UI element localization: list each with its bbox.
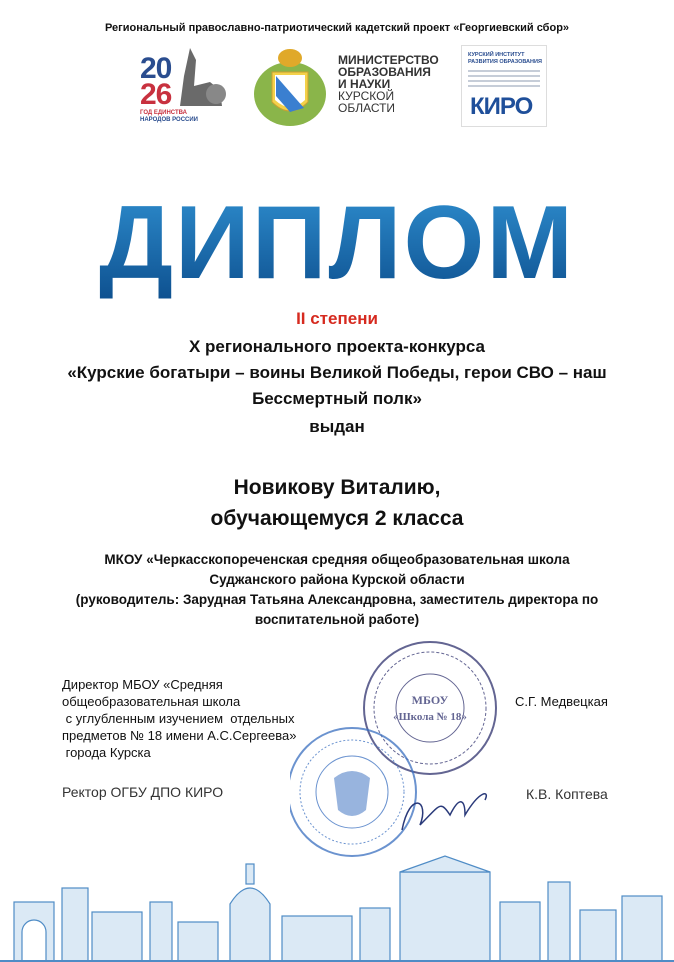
contest-line: X регионального проекта-конкурса (188, 337, 486, 356)
rector-title: Ректор ОГБУ ДПО КИРО (62, 784, 224, 800)
director-title: Директор МБОУ «Средняя общеобразовательная школа с углубленным изучением отдельных предметов № 18 имени А.С.Сергеева» города Курска (62, 677, 297, 760)
rector-name: К.В. Коптева (526, 786, 608, 802)
svg-text:МБОУ: МБОУ (411, 693, 449, 707)
diploma-title: ДИПЛОМ (0, 184, 674, 303)
stamps (290, 640, 630, 860)
kursk-coat-of-arms-icon (250, 44, 330, 129)
degree: II степени (296, 309, 378, 328)
contest-name-line: «Курские богатыри – воины Великой Победы, герои СВО – наш (67, 363, 607, 382)
school-stamp-icon (364, 642, 496, 774)
issued-label: выдан (309, 417, 365, 436)
recipient: Новикову Виталию, обучающемуся 2 класса (210, 476, 464, 530)
kiro-stamp-icon (290, 728, 416, 856)
kiro-logo: КУРСКИЙ ИНСТИТУТ РАЗВИТИЯ ОБРАЗОВАНИЯ КИРО (461, 45, 547, 127)
project-caption: Региональный православно-патриотический кадетский проект «Георгиевский сбор» (104, 22, 570, 34)
year-of-unity-logo: 20 26 ГОД ЕДИНСТВА НАРОДОВ РОССИИ (140, 46, 230, 126)
ministry-logo-text: МИНИСТЕРСТВО ОБРАЗОВАНИЯ И НАУКИ КУРСКОЙ ОБЛАСТИ (338, 53, 439, 115)
contest-name-line: Бессмертный полк» (252, 389, 422, 408)
city-skyline-icon (0, 852, 674, 962)
director-name: С.Г. Медвецкая (515, 694, 608, 709)
school-info: МКОУ «Черкасскопореченская средняя общеобразовательная школа Суджанского района Курской области (руководитель: Зарудная Татьяна Александровна, заместитель директора по воспитательной работе) (75, 552, 599, 627)
svg-text:«Школа № 18»: «Школа № 18» (393, 711, 467, 723)
